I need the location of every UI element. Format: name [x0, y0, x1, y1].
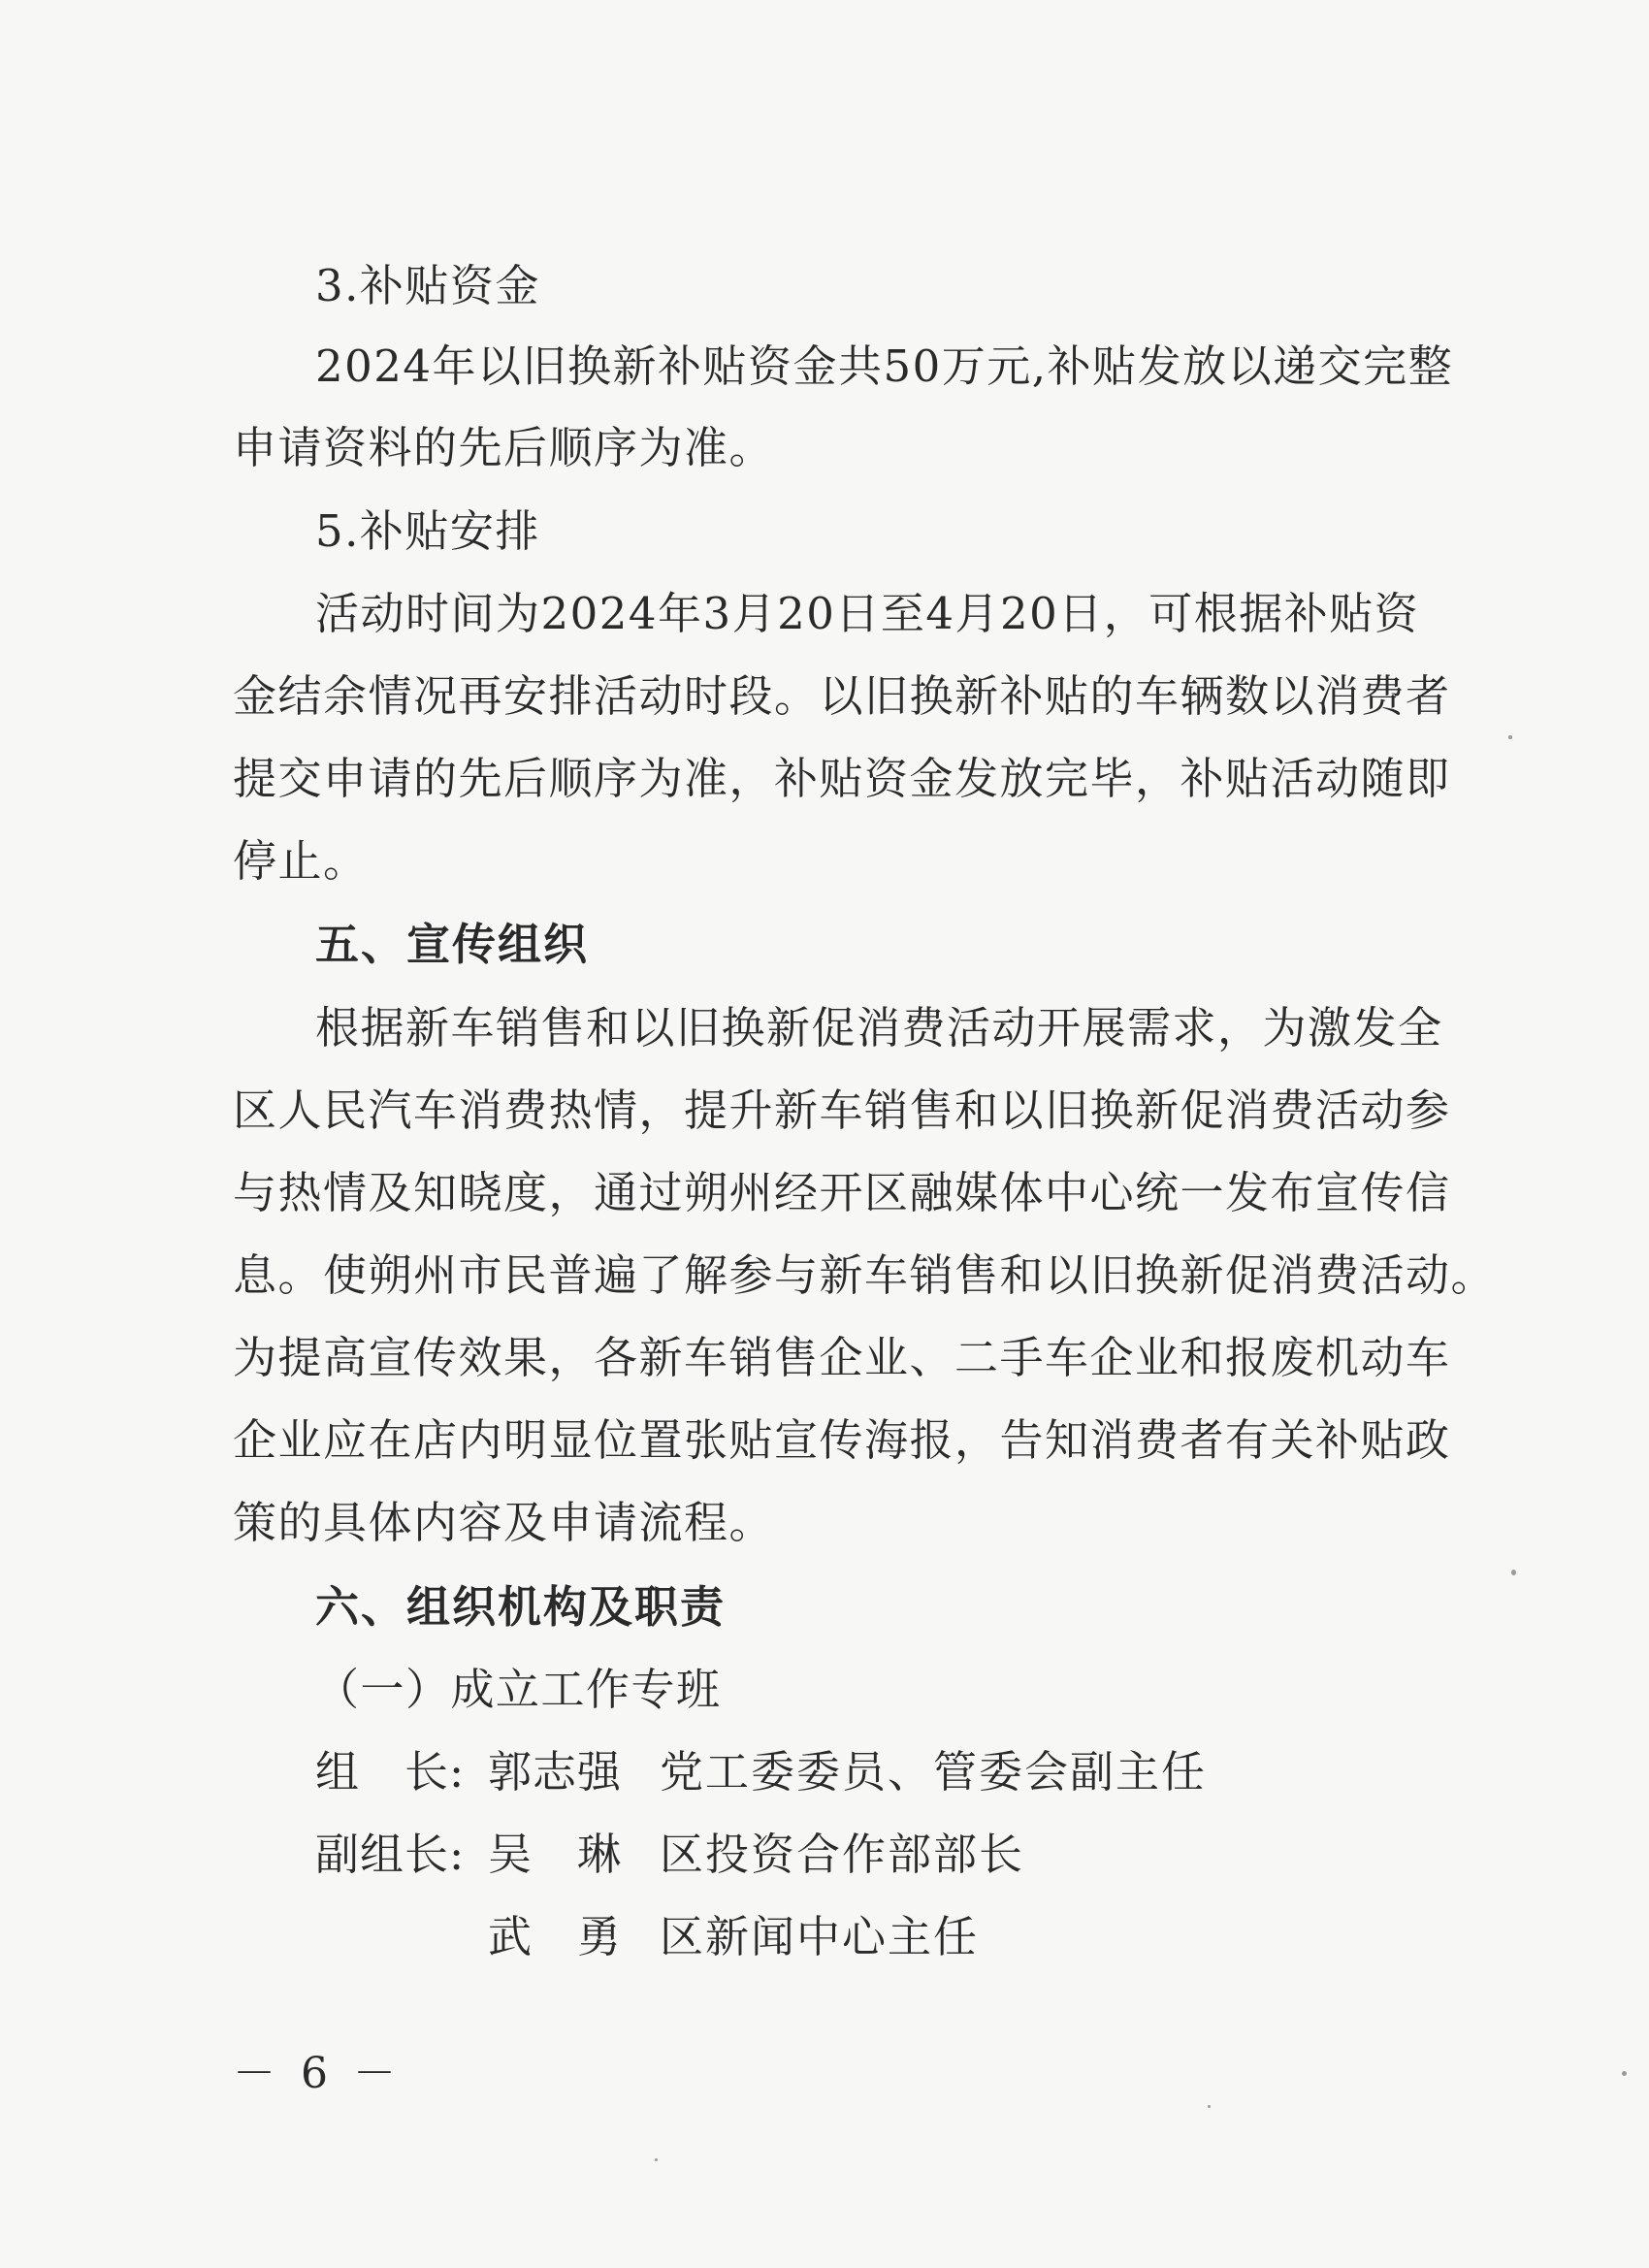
page-number: － 6 －	[233, 2049, 402, 2098]
paragraph-line: 停止。	[233, 835, 369, 887]
subsection-heading-work-team: （一）成立工作专班	[315, 1664, 722, 1715]
member-name: 吴 琳	[488, 1829, 623, 1880]
paragraph-line: 区人民汽车消费热情，提升新车销售和以旧换新促消费活动参	[233, 1085, 1451, 1136]
member-role: 组 长:	[315, 1746, 466, 1798]
scan-speck	[1622, 2071, 1627, 2076]
member-role: 副组长:	[315, 1829, 466, 1880]
paragraph-line: 息。使朔州市民普遍了解参与新车销售和以旧换新促消费活动。	[233, 1249, 1497, 1301]
scan-speck	[655, 2158, 658, 2161]
paragraph-line: 根据新车销售和以旧换新促消费活动开展需求，为激发全	[315, 1002, 1443, 1053]
paragraph-line: 申请资料的先后顺序为准。	[233, 422, 775, 473]
member-name: 郭志强	[488, 1746, 623, 1798]
paragraph-line: 金结余情况再安排活动时段。以旧换新补贴的车辆数以消费者	[233, 670, 1451, 722]
section-heading-publicity: 五、宣传组织	[315, 919, 590, 970]
member-name: 武 勇	[488, 1911, 623, 1962]
scan-speck	[1508, 735, 1512, 739]
paragraph-line: 为提高宣传效果，各新车销售企业、二手车企业和报废机动车	[233, 1332, 1451, 1383]
member-title: 党工委委员、管委会副主任	[660, 1746, 1208, 1798]
subsection-heading-subsidy-funds: 3.补贴资金	[315, 260, 540, 311]
scan-speck	[1208, 2105, 1211, 2108]
paragraph-line: 活动时间为2024年3月20日至4月20日，可根据补贴资	[315, 588, 1420, 639]
paragraph-line: 策的具体内容及申请流程。	[233, 1497, 775, 1548]
paragraph-line: 2024年以旧换新补贴资金共50万元,补贴发放以递交完整	[315, 340, 1454, 392]
paragraph-line: 与热情及知晓度，通过朔州经开区融媒体中心统一发布宣传信	[233, 1167, 1451, 1218]
paragraph-line: 提交申请的先后顺序为准，补贴资金发放完毕，补贴活动随即	[233, 753, 1451, 804]
subsection-heading-subsidy-arrangement: 5.补贴安排	[315, 505, 540, 557]
paragraph-line: 企业应在店内明显位置张贴宣传海报，告知消费者有关补贴政	[233, 1414, 1451, 1466]
section-heading-organization: 六、组织机构及职责	[315, 1581, 727, 1633]
member-title: 区新闻中心主任	[660, 1911, 980, 1962]
scan-speck	[1511, 1570, 1516, 1575]
member-title: 区投资合作部部长	[660, 1829, 1025, 1880]
